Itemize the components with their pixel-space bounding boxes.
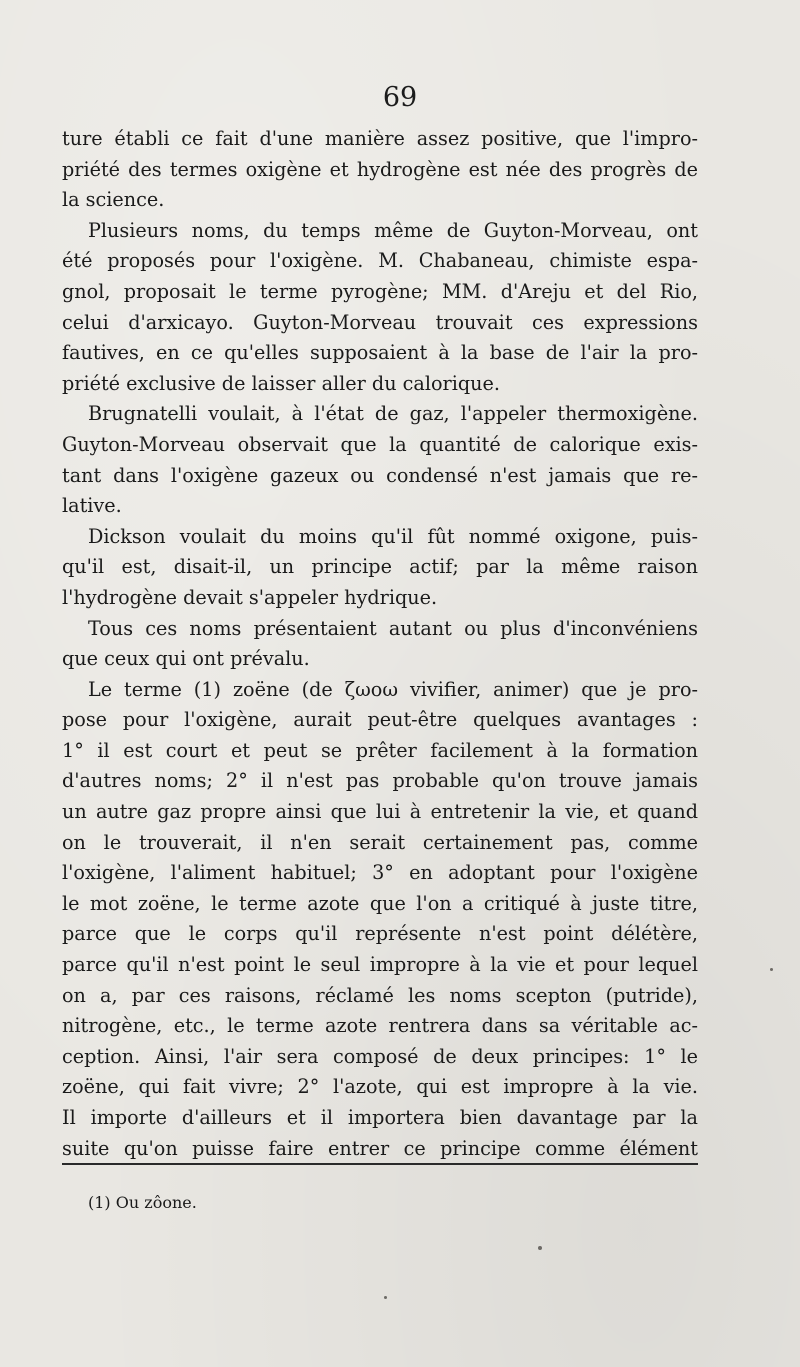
- footnote: (1) Ou zôone.: [88, 1193, 197, 1212]
- text-line: d'autres noms; 2° il n'est pas probable qu'on trouve jamais: [62, 769, 698, 793]
- text-line: la science.: [62, 188, 165, 212]
- text-line: l'hydrogène devait s'appeler hydrique.: [62, 585, 438, 609]
- text-line: celui d'arxicayo. Guyton-Morveau trouvait ces expressions: [62, 310, 698, 334]
- text-line: priété exclusive de laisser aller du calorique.: [62, 371, 500, 395]
- text-line: tant dans l'oxigène gazeux ou condensé n'est jamais que re-: [62, 463, 698, 487]
- text-line: suite qu'on puisse faire entrer ce principe comme élément: [62, 1136, 698, 1160]
- text-line: Le terme (1) zoëne (de ζωοω vivifier, animer) que je pro-: [88, 677, 698, 701]
- text-line: lative.: [62, 494, 122, 518]
- text-line: Guyton-Morveau observait que la quantité de calorique exis-: [62, 432, 698, 456]
- text-line: fautives, en ce qu'elles supposaient à la base de l'air la pro-: [62, 341, 698, 365]
- text-line: qu'il est, disait-il, un principe actif; par la même raison: [62, 555, 698, 579]
- text-line: un autre gaz propre ainsi que lui à entretenir la vie, et quand: [62, 800, 698, 824]
- text-line: Tous ces noms présentaient autant ou plus d'inconvéniens: [88, 616, 698, 640]
- text-line: l'oxigène, l'aliment habituel; 3° en adoptant pour l'oxigène: [62, 861, 698, 885]
- text-line: Il importe d'ailleurs et il importera bien davantage par la: [62, 1106, 698, 1129]
- paper-speck: [538, 1246, 542, 1250]
- text-line: nitrogène, etc., le terme azote rentrera dans sa véritable ac-: [62, 1014, 698, 1038]
- text-line: 1° il est court et peut se prêter facilement à la formation: [62, 738, 698, 762]
- text-line: Brugnatelli voulait, à l'état de gaz, l'appeler thermoxigène.: [88, 402, 698, 426]
- text-line: parce qu'il n'est point le seul impropre à la vie et pour lequel: [62, 953, 698, 977]
- text-line: priété des termes oxigène et hydrogène est née des progrès de: [62, 157, 698, 181]
- text-line: ception. Ainsi, l'air sera composé de deux principes: 1° le: [62, 1044, 698, 1068]
- text-line: pose pour l'oxigène, aurait peut-être quelques avantages :: [62, 708, 698, 732]
- text-line: ture établi ce fait d'une manière assez positive, que l'impro-: [62, 127, 698, 150]
- text-line: zoëne, qui fait vivre; 2° l'azote, qui est impropre à la vie.: [62, 1075, 698, 1099]
- paper-speck: [384, 1296, 387, 1299]
- text-line: que ceux qui ont prévalu.: [62, 647, 310, 671]
- text-line: le mot zoëne, le terme azote que l'on a critiqué à juste titre,: [62, 891, 698, 915]
- text-line: parce que le corps qu'il représente n'est point délétère,: [62, 922, 698, 946]
- body-text: [62, 124, 698, 1164]
- page-number: 69: [382, 82, 418, 113]
- text-line: on a, par ces raisons, réclamé les noms scepton (putride),: [62, 983, 698, 1007]
- text-line: on le trouverait, il n'en serait certainement pas, comme: [62, 830, 698, 854]
- text-line: Plusieurs noms, du temps même de Guyton-Morveau, ont: [88, 218, 698, 242]
- footnote-divider: [62, 1163, 698, 1165]
- text-line: été proposés pour l'oxigène. M. Chabaneau, chimiste espa-: [62, 249, 698, 273]
- text-line: gnol, proposait le terme pyrogène; MM. d'Areju et del Rio,: [62, 279, 698, 303]
- text-line: Dickson voulait du moins qu'il fût nommé oxigone, puis-: [88, 524, 698, 548]
- paper-speck: [770, 968, 773, 971]
